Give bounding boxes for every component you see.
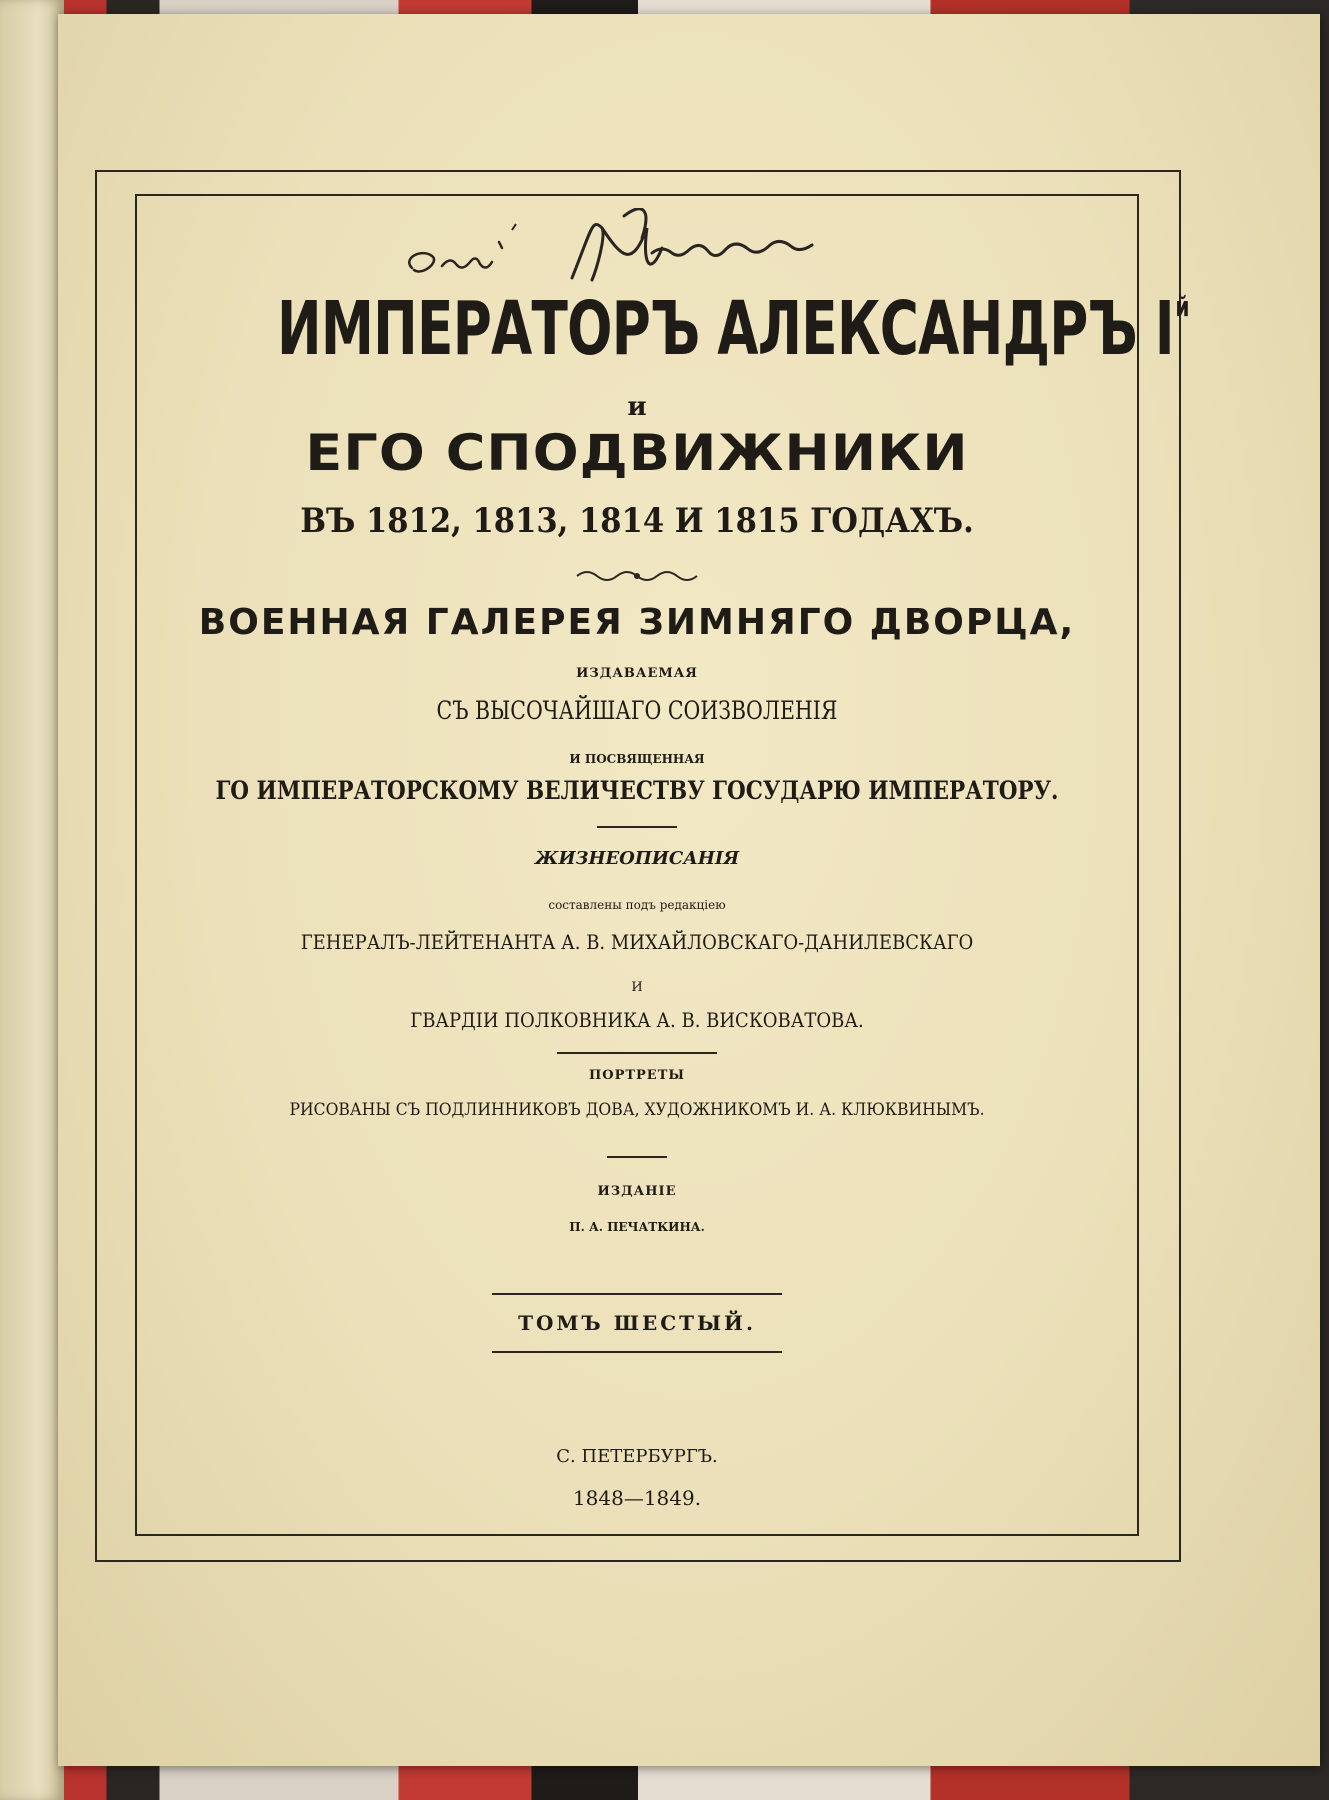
gallery-name: ВОЕННАЯ ГАЛЕРЕЯ ЗИМНЯГО ДВОРЦА, bbox=[198, 602, 1076, 643]
title-years: ВЪ 1812, 1813, 1814 И 1815 ГОДАХЪ. bbox=[300, 501, 974, 541]
divider-rule bbox=[597, 826, 677, 828]
edition-publisher: П. А. ПЕЧАТКИНА. bbox=[569, 1220, 705, 1234]
title-conjunction: и bbox=[627, 392, 647, 422]
editor-1: ГЕНЕРАЛЪ-ЛЕЙТЕНАНТА А. В. МИХАЙЛОВСКАГО-ДАНИЛЕВСКАГО bbox=[300, 930, 974, 954]
gallery-published: ИЗДАВАЕМАЯ bbox=[576, 666, 698, 681]
volume-rule-bottom bbox=[492, 1351, 782, 1353]
handwritten-signature bbox=[392, 208, 912, 298]
volume-rule-top bbox=[492, 1293, 782, 1295]
imprint-years: 1848—1849. bbox=[572, 1486, 702, 1510]
gallery-dedication: ГО ИМПЕРАТОРСКОМУ ВЕЛИЧЕСТВУ ГОСУДАРЮ ИМПЕРАТОРУ. bbox=[215, 776, 1059, 805]
volume-label: ТОМЪ ШЕСТЫЙ. bbox=[518, 1311, 756, 1335]
imprint-city: С. ПЕТЕРБУРГЪ. bbox=[556, 1446, 718, 1467]
portraits-artist: РИСОВАНЫ СЪ ПОДЛИННИКОВЪ ДОВА, ХУДОЖНИКОМЪ И. А. КЛЮКВИНЫМЪ. bbox=[289, 1100, 985, 1120]
portraits-heading: ПОРТРЕТЫ bbox=[588, 1068, 686, 1083]
divider-rule bbox=[607, 1156, 667, 1158]
edition-heading: ИЗДАНІЕ bbox=[597, 1184, 677, 1199]
gallery-permission: СЪ ВЫСОЧАЙШАГО СОИЗВОЛЕНІЯ bbox=[436, 696, 838, 725]
biographies-compiled: составлены подъ редакціею bbox=[548, 898, 726, 912]
divider-rule bbox=[557, 1052, 717, 1054]
main-title: ИМПЕРАТОРЪ АЛЕКСАНДРЪ $I^й$ bbox=[277, 286, 1189, 372]
biographies-heading: ЖИЗНЕОПИСАНІЯ bbox=[534, 848, 740, 869]
editor-2: ГВАРДІИ ПОЛКОВНИКА А. В. ВИСКОВАТОВА. bbox=[410, 1008, 864, 1032]
ornament-divider bbox=[575, 568, 699, 584]
title-superscript: й bbox=[1175, 290, 1189, 323]
adjacent-page-edge bbox=[0, 0, 64, 1800]
gallery-dedicated: И ПОСВЯЩЕННАЯ bbox=[569, 752, 705, 766]
editors-conjunction: И bbox=[631, 980, 643, 995]
signature-image bbox=[392, 208, 912, 298]
title-page-content bbox=[137, 196, 1189, 1532]
subtitle-companions: ЕГО СПОДВИЖНИКИ bbox=[305, 424, 969, 482]
